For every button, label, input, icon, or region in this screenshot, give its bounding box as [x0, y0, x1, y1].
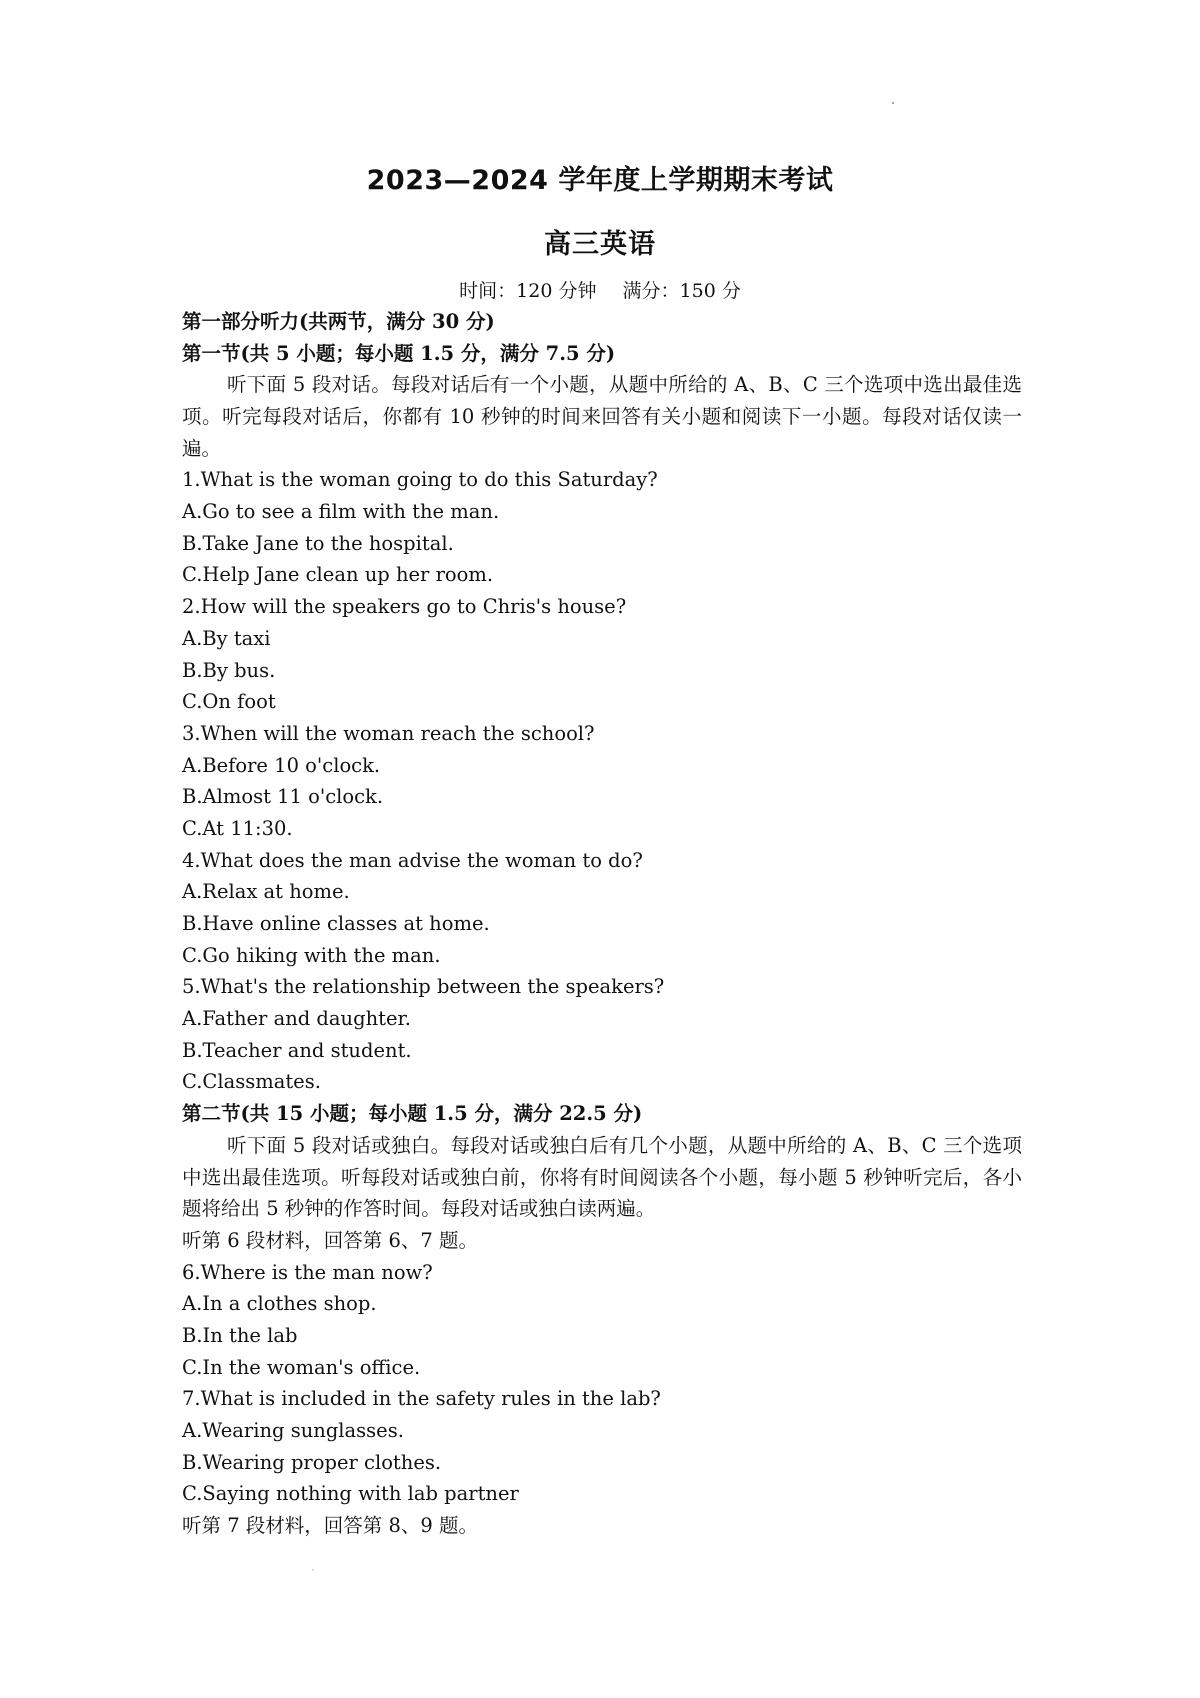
- option-b: B.In the lab: [182, 1323, 298, 1347]
- exam-title: 2023—2024 学年度上学期期末考试: [366, 165, 834, 196]
- material-note: 听第 6 段材料，回答第 6、7 题。: [182, 1228, 479, 1252]
- option-b: B.Wearing proper clothes.: [182, 1450, 442, 1474]
- option-a: A.Before 10 o'clock.: [182, 753, 381, 777]
- question-text: 7.What is included in the safety rules in the lab?: [182, 1387, 661, 1411]
- question-block: [182, 718, 1022, 845]
- exam-body: [182, 306, 1022, 1542]
- option-c: C.On foot: [182, 690, 276, 714]
- section-instruction: 听下面 5 段对话。每段对话后有一个小题，从题中所给的 A、B、C 三个选项中选出最佳选项。听完每段对话后，你都有 10 秒钟的时间来回答有关小题和阅读下一小题。每段对话仅读一遍。: [182, 373, 1022, 460]
- option-c: C.Saying nothing with lab partner: [182, 1482, 519, 1506]
- question-text: 3.When will the woman reach the school?: [182, 721, 595, 745]
- option-a: A.Wearing sunglasses.: [182, 1418, 404, 1442]
- option-b: B.Have online classes at home.: [182, 912, 490, 935]
- question-block: [182, 845, 1022, 972]
- option-a: A.Relax at home.: [182, 880, 350, 904]
- question-text: 1.What is the woman going to do this Saturday?: [182, 468, 658, 492]
- question-block: [182, 591, 1022, 718]
- scan-speck: [892, 102, 894, 104]
- option-c: C.Classmates.: [182, 1070, 321, 1094]
- section-instruction: 听下面 5 段对话或独白。每段对话或独白后有几个小题，从题中所给的 A、B、C 三个选项中选出最佳选项。听每段对话或独白前，你将有时间阅读各个小题，每小题 5 秒钟听完后，各小题将给出 5 秒钟的作答时间。每段对话或独白读两遍。: [182, 1133, 1022, 1221]
- question-block: [182, 1257, 1022, 1384]
- option-b: B.Take Jane to the hospital.: [182, 531, 454, 555]
- subject-title: 高三英语: [544, 229, 656, 260]
- option-c: C.Go hiking with the man.: [182, 943, 441, 967]
- scan-speck: [312, 1569, 314, 1571]
- time-limit: 时间：120 分钟: [459, 280, 597, 302]
- question-text: 6.Where is the man now?: [182, 1260, 433, 1284]
- full-score: 满分：150 分: [622, 280, 741, 302]
- option-b: B.Teacher and student.: [182, 1038, 412, 1062]
- option-a: A.Father and daughter.: [182, 1007, 411, 1031]
- question-block: [182, 1383, 1022, 1510]
- option-c: C.In the woman's office.: [182, 1355, 421, 1379]
- option-c: C.Help Jane clean up her room.: [182, 563, 494, 587]
- option-a: A.Go to see a film with the man.: [182, 500, 500, 524]
- question-block: [182, 971, 1022, 1098]
- section-heading: 第二节(共 15 小题；每小题 1.5 分，满分 22.5 分): [182, 1102, 643, 1126]
- section-heading: 第一节(共 5 小题；每小题 1.5 分，满分 7.5 分): [182, 341, 616, 365]
- option-a: A.In a clothes shop.: [182, 1292, 377, 1316]
- option-c: C.At 11:30.: [182, 816, 293, 840]
- part-heading: 第一部分听力(共两节，满分 30 分): [182, 310, 495, 333]
- option-b: B.Almost 11 o'clock.: [182, 785, 384, 809]
- question-text: 2.How will the speakers go to Chris's house?: [182, 595, 627, 619]
- option-b: B.By bus.: [182, 658, 276, 682]
- material-note: 听第 7 段材料，回答第 8、9 题。: [182, 1514, 479, 1537]
- option-a: A.By taxi: [182, 626, 271, 650]
- question-block: [182, 464, 1022, 591]
- question-text: 5.What's the relationship between the speakers?: [182, 975, 665, 999]
- question-text: 4.What does the man advise the woman to do?: [182, 848, 643, 872]
- exam-meta: [0, 276, 1200, 303]
